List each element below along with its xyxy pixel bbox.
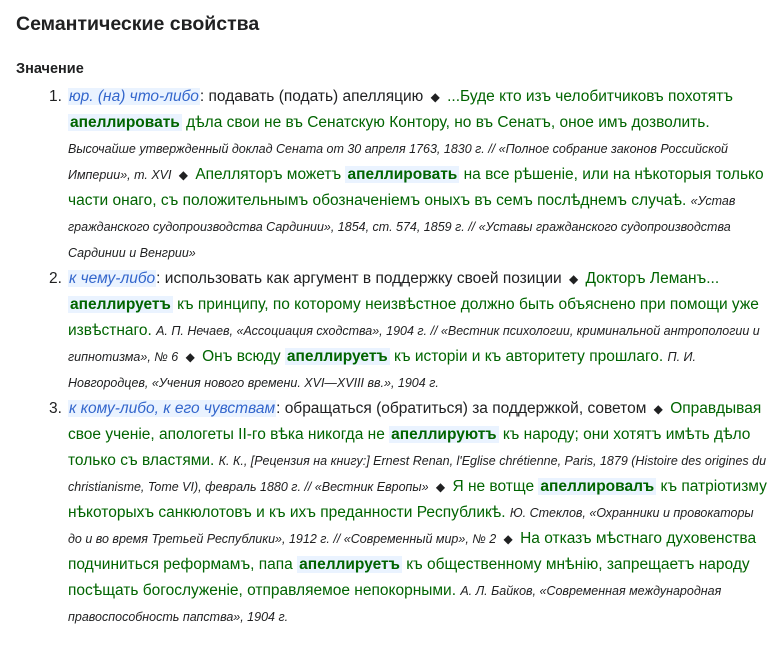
meanings-list [16,84,768,630]
diamond-icon: ◆ [435,480,446,494]
meaning-number: 3. [49,400,62,417]
headword: апеллируютъ [391,426,497,443]
diamond-icon: ◆ [430,90,440,104]
meaning-definition: : подавать (подать) апелляцию [199,88,424,105]
example-text: Я не вотще апеллировалъ къ патрiотизму нѣкоторыхъ санкюлотовъ и къ ихъ преданности Республикѣ. [68,478,767,521]
example-source: Ю. Стеклов, «Охранники и провокаторы до и во время Третьей Республики», 1912 г. // «Современный мир», № 2 [68,506,754,546]
meaning-item [49,266,768,396]
meaning-label-link[interactable]: к кому-либо, к его чувствам [69,400,276,417]
example-text: Оправдывая свое ученiе, апологеты II-го вѣка никогда не апеллируютъ къ народу; они хотятъ имѣть дѣло только съ властями. [68,400,762,469]
content [16,0,768,630]
meaning-item [49,84,768,266]
meaning-definition: : использовать как аргумент в поддержку своей позиции [156,270,562,287]
example-text: Онъ всюду апеллируетъ къ исторiи и къ авторитету прошлаго. [202,348,664,365]
diamond-icon: ◆ [653,402,663,416]
headword: апеллировалъ [540,478,655,495]
diamond-icon: ◆ [503,532,513,546]
example-source: А. П. Нечаев, «Ассоциация сходства», 1904 г. // «Вестник психологии, криминальной антропологии и гипнотизма», № 6 [68,324,760,364]
meaning-definition: : обращаться (обратиться) за поддержкой, советом [276,400,647,417]
diamond-icon: ◆ [178,168,189,182]
example-source: П. И. Новгородцев, «Учения нового времени. XVI—XVIII вв.», 1904 г. [68,350,696,390]
meaning-number: 2. [49,270,62,287]
subsection-title: Значение [16,61,84,77]
meaning-label-link[interactable]: юр. (на) что-либо [69,88,199,105]
example-text: Докторъ Леманъ... апеллируетъ къ принципу, по которому неизвѣстное должно быть объяснено при помощи уже извѣстнаго. [68,270,759,339]
headword: апеллировать [347,166,458,183]
example-source: К. К., [Рецензия на книгу:] Ernest Renan, l'Eglise chrétienne, Paris, 1879 (Histoire des origines du christianisme, Tome VI), февраль 1880 г. // «Вестник Европы» [68,454,767,494]
headword: апеллируетъ [299,556,400,573]
meaning-item [49,396,768,630]
headword: апеллируетъ [286,348,388,365]
example-source: А. Л. Байков, «Современная международная правоспособность папства», 1904 г. [68,584,722,624]
example-text: ...Буде кто изъ челобитчиковъ похотятъ апеллировать дѣла свои не въ Сенатскую Контору, но въ Сенатъ, оное имъ дозволить. [70,88,733,131]
example-source: Высочайше утвержденный доклад Сената от 30 апреля 1763, 1830 г. // «Полное собрание законов Российской Империи», т. XVI [68,142,728,182]
example-text: На отказъ мѣстнаго духовенства подчиниться реформамъ, папа апеллируетъ къ общественному мнѣнiю, запрещаетъ народу посѣщать богослуженiе, отправляемое непокорными. [68,530,757,599]
headword: апеллировать [70,114,180,131]
example-source: «Устав гражданского судопроизводства Сардинии», 1854, ст. 574, 1859 г. // «Уставы гражданского судопроизводства Сардинии и Венгрии» [68,194,736,260]
meaning-number: 1. [49,88,62,105]
example-text: Апелляторъ можетъ апеллировать на все рѣшенiе, или на нѣкоторыя только части онаго, съ положительнымъ обозначенiемъ оныхъ въ семъ послѣднемъ случаѣ. [68,166,764,209]
meaning-label-link[interactable]: к чему-либо [69,270,156,287]
section-title: Семантические свойства [16,13,260,35]
diamond-icon: ◆ [568,272,579,286]
headword: апеллируетъ [70,296,171,313]
diamond-icon: ◆ [185,350,195,364]
